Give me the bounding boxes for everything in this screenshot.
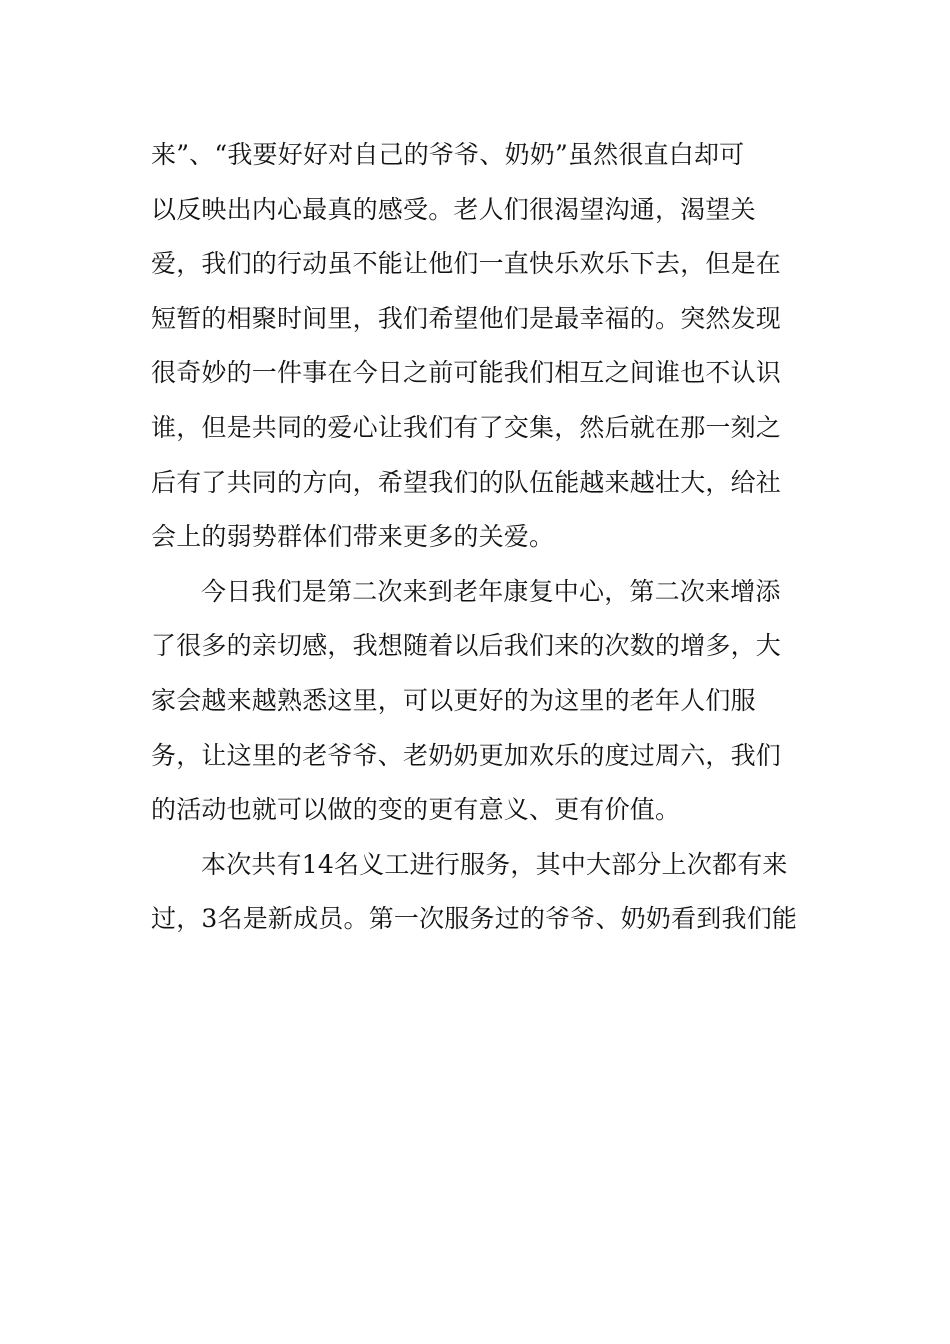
text-line: 家会越来越熟悉这里，可以更好的为这里的老年人们服 (151, 685, 756, 715)
text-line: 过，3名是新成员。第一次服务过的爷爷、奶奶看到我们能 (151, 904, 798, 934)
text-line: 的活动也就可以做的变的更有意义、更有价值。 (151, 795, 681, 825)
paragraph-start-line: 今日我们是第二次来到老年康复中心，第二次来增添 (201, 576, 781, 606)
text-line: 以反映出内心最真的感受。老人们很渴望沟通，渴望关 (151, 194, 756, 224)
text-line: 会上的弱势群体们带来更多的关爱。 (151, 522, 555, 552)
text-line: 来”、“我要好好对自己的爷爷、奶奶”虽然很直白却可 (151, 140, 745, 169)
text-line: 谁，但是共同的爱心让我们有了交集，然后就在那一刻之 (151, 412, 782, 442)
text-line: 了很多的亲切感，我想随着以后我们来的次数的增多，大 (151, 631, 782, 661)
document-body (151, 128, 811, 947)
text-line: 后有了共同的方向，希望我们的队伍能越来越壮大，给社 (151, 467, 782, 497)
text-line: 务，让这里的老爷爷、老奶奶更加欢乐的度过周六，我们 (151, 740, 782, 770)
paragraph-start-line: 本次共有14名义工进行服务，其中大部分上次都有来 (201, 849, 788, 879)
text-line: 短暂的相聚时间里，我们希望他们是最幸福的。突然发现 (151, 303, 782, 333)
text-line: 很奇妙的一件事在今日之前可能我们相互之间谁也不认识 (151, 358, 782, 388)
text-line: 爱，我们的行动虽不能让他们一直快乐欢乐下去，但是在 (151, 249, 782, 279)
